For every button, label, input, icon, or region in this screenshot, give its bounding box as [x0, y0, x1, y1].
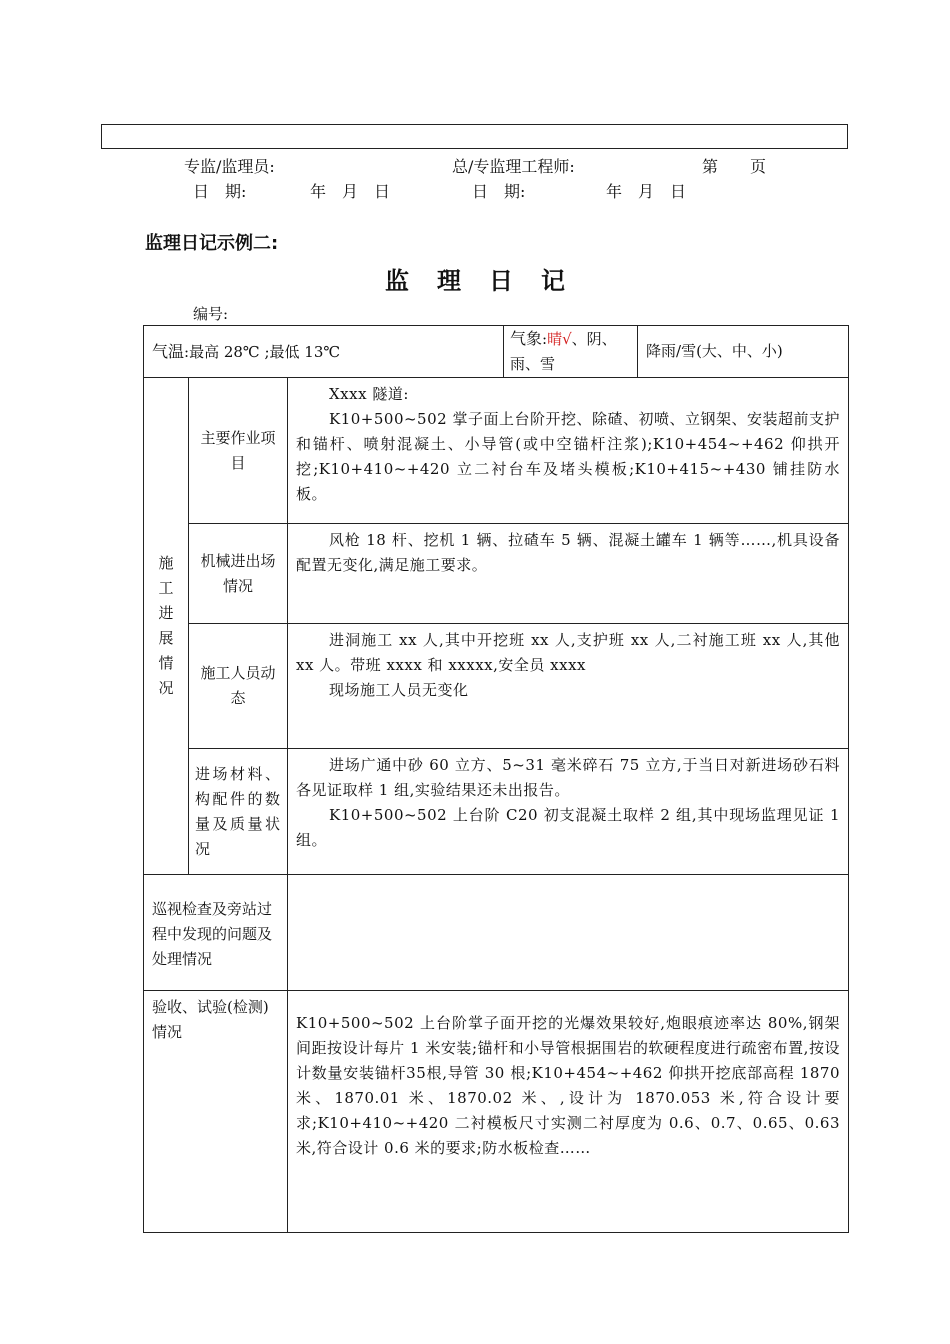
- supervisor-label: 专监/监理员:: [184, 157, 275, 176]
- document-title: 监理日记: [385, 267, 593, 295]
- chief-engineer-label: 总/专监理工程师:: [452, 157, 575, 176]
- previous-table-bottom-row: [101, 124, 848, 149]
- serial-number-label: 编号:: [193, 305, 229, 323]
- example-title: 监理日记示例二:: [145, 233, 279, 254]
- inspection-content: [288, 875, 849, 991]
- page-number-label: 第 页: [702, 157, 767, 176]
- acceptance-label: 验收、试验(检测)情况: [144, 991, 288, 1233]
- weather-cell: [504, 326, 638, 378]
- date-label-2: 日 期:: [472, 182, 526, 201]
- progress-row-personnel: [144, 624, 849, 749]
- acceptance-content: K10+500~502 上台阶掌子面开挖的光爆效果较好,炮眼痕迹率达 80%,钢架间距按设计每片 1 米安装;锚杆和小导管根据围岩的软硬程度进行疏密布置,按设计数量安装锚杆35根,导管 30 根;K10+454~+462 仰拱开挖底部高程 1870 米、1870.01 米、1870.02 米、,设计为 1870.053 米,符合设计要求;K10+410~+420 二衬模板尺寸实测二衬厚度为 0.6、0.7、0.65、0.63 米,符合设计 0.6 米的要求;防水板检查……: [288, 991, 849, 1233]
- materials-label: 进场材料、构配件的数量及质量状况: [189, 749, 288, 875]
- personnel-label: 施工人员动态: [189, 624, 288, 749]
- work-items-content: Xxxx 隧道: K10+500~502 掌子面上台阶开挖、除碴、初喷、立钢架、安装超前支护和锚杆、喷射混凝土、小导管(或中空锚杆注浆);K10+454~+462 仰拱开挖;K10+410~+420 立二衬台车及堵头模板;K10+415~+430 铺挂防水板。: [288, 378, 849, 524]
- construction-progress-group-label: 施 工 进 展 情 况: [144, 378, 189, 875]
- acceptance-row: [144, 991, 849, 1233]
- supervision-log-table: [143, 325, 849, 1233]
- date-label-1: 日 期:: [193, 182, 247, 201]
- temperature-prefix: 气温: [152, 341, 185, 361]
- weather-colon: :: [542, 330, 548, 348]
- materials-content: 进场广通中砂 60 立方、5~31 毫米碎石 75 立方,于当日对新进场砂石料各见证取样 1 组,实验结果还未出报告。 K10+500~502 上台阶 C20 初支混凝土取样 2 组,其中现场监理见证 1 组。: [288, 749, 849, 875]
- inspection-label: 巡视检查及旁站过程中发现的问题及处理情况: [144, 875, 288, 991]
- inspection-row: [144, 875, 849, 991]
- work-items-label: 主要作业项目: [189, 378, 288, 524]
- machinery-label: 机械进出场情况: [189, 524, 288, 624]
- machinery-content: 风枪 18 杆、挖机 1 辆、拉碴车 5 辆、混凝土罐车 1 辆等……,机具设备配置无变化,满足施工要求。: [288, 524, 849, 624]
- personnel-content: 进洞施工 xx 人,其中开挖班 xx 人,支护班 xx 人,二衬施工班 xx 人,其他 xx 人。带班 xxxx 和 xxxxx,安全员 xxxx 现场施工人员无变化: [288, 624, 849, 749]
- temperature-values: :最高 28℃ ;最低 13℃: [184, 342, 341, 361]
- weather-row: [144, 326, 849, 378]
- precipitation-cell: 降雨/雪(大、中、小): [638, 326, 849, 378]
- temperature-cell: [144, 326, 504, 378]
- weather-prefix: 气象: [510, 329, 543, 348]
- weather-other-options: 、阴、雨、雪: [510, 330, 617, 373]
- weather-sunny-checked: 晴√: [547, 330, 572, 348]
- date-ymd-2: 年 月 日: [606, 182, 687, 201]
- progress-row-materials: [144, 749, 849, 875]
- progress-row-machinery: [144, 524, 849, 624]
- date-ymd-1: 年 月 日: [310, 182, 391, 201]
- progress-row-work-items: [144, 378, 849, 524]
